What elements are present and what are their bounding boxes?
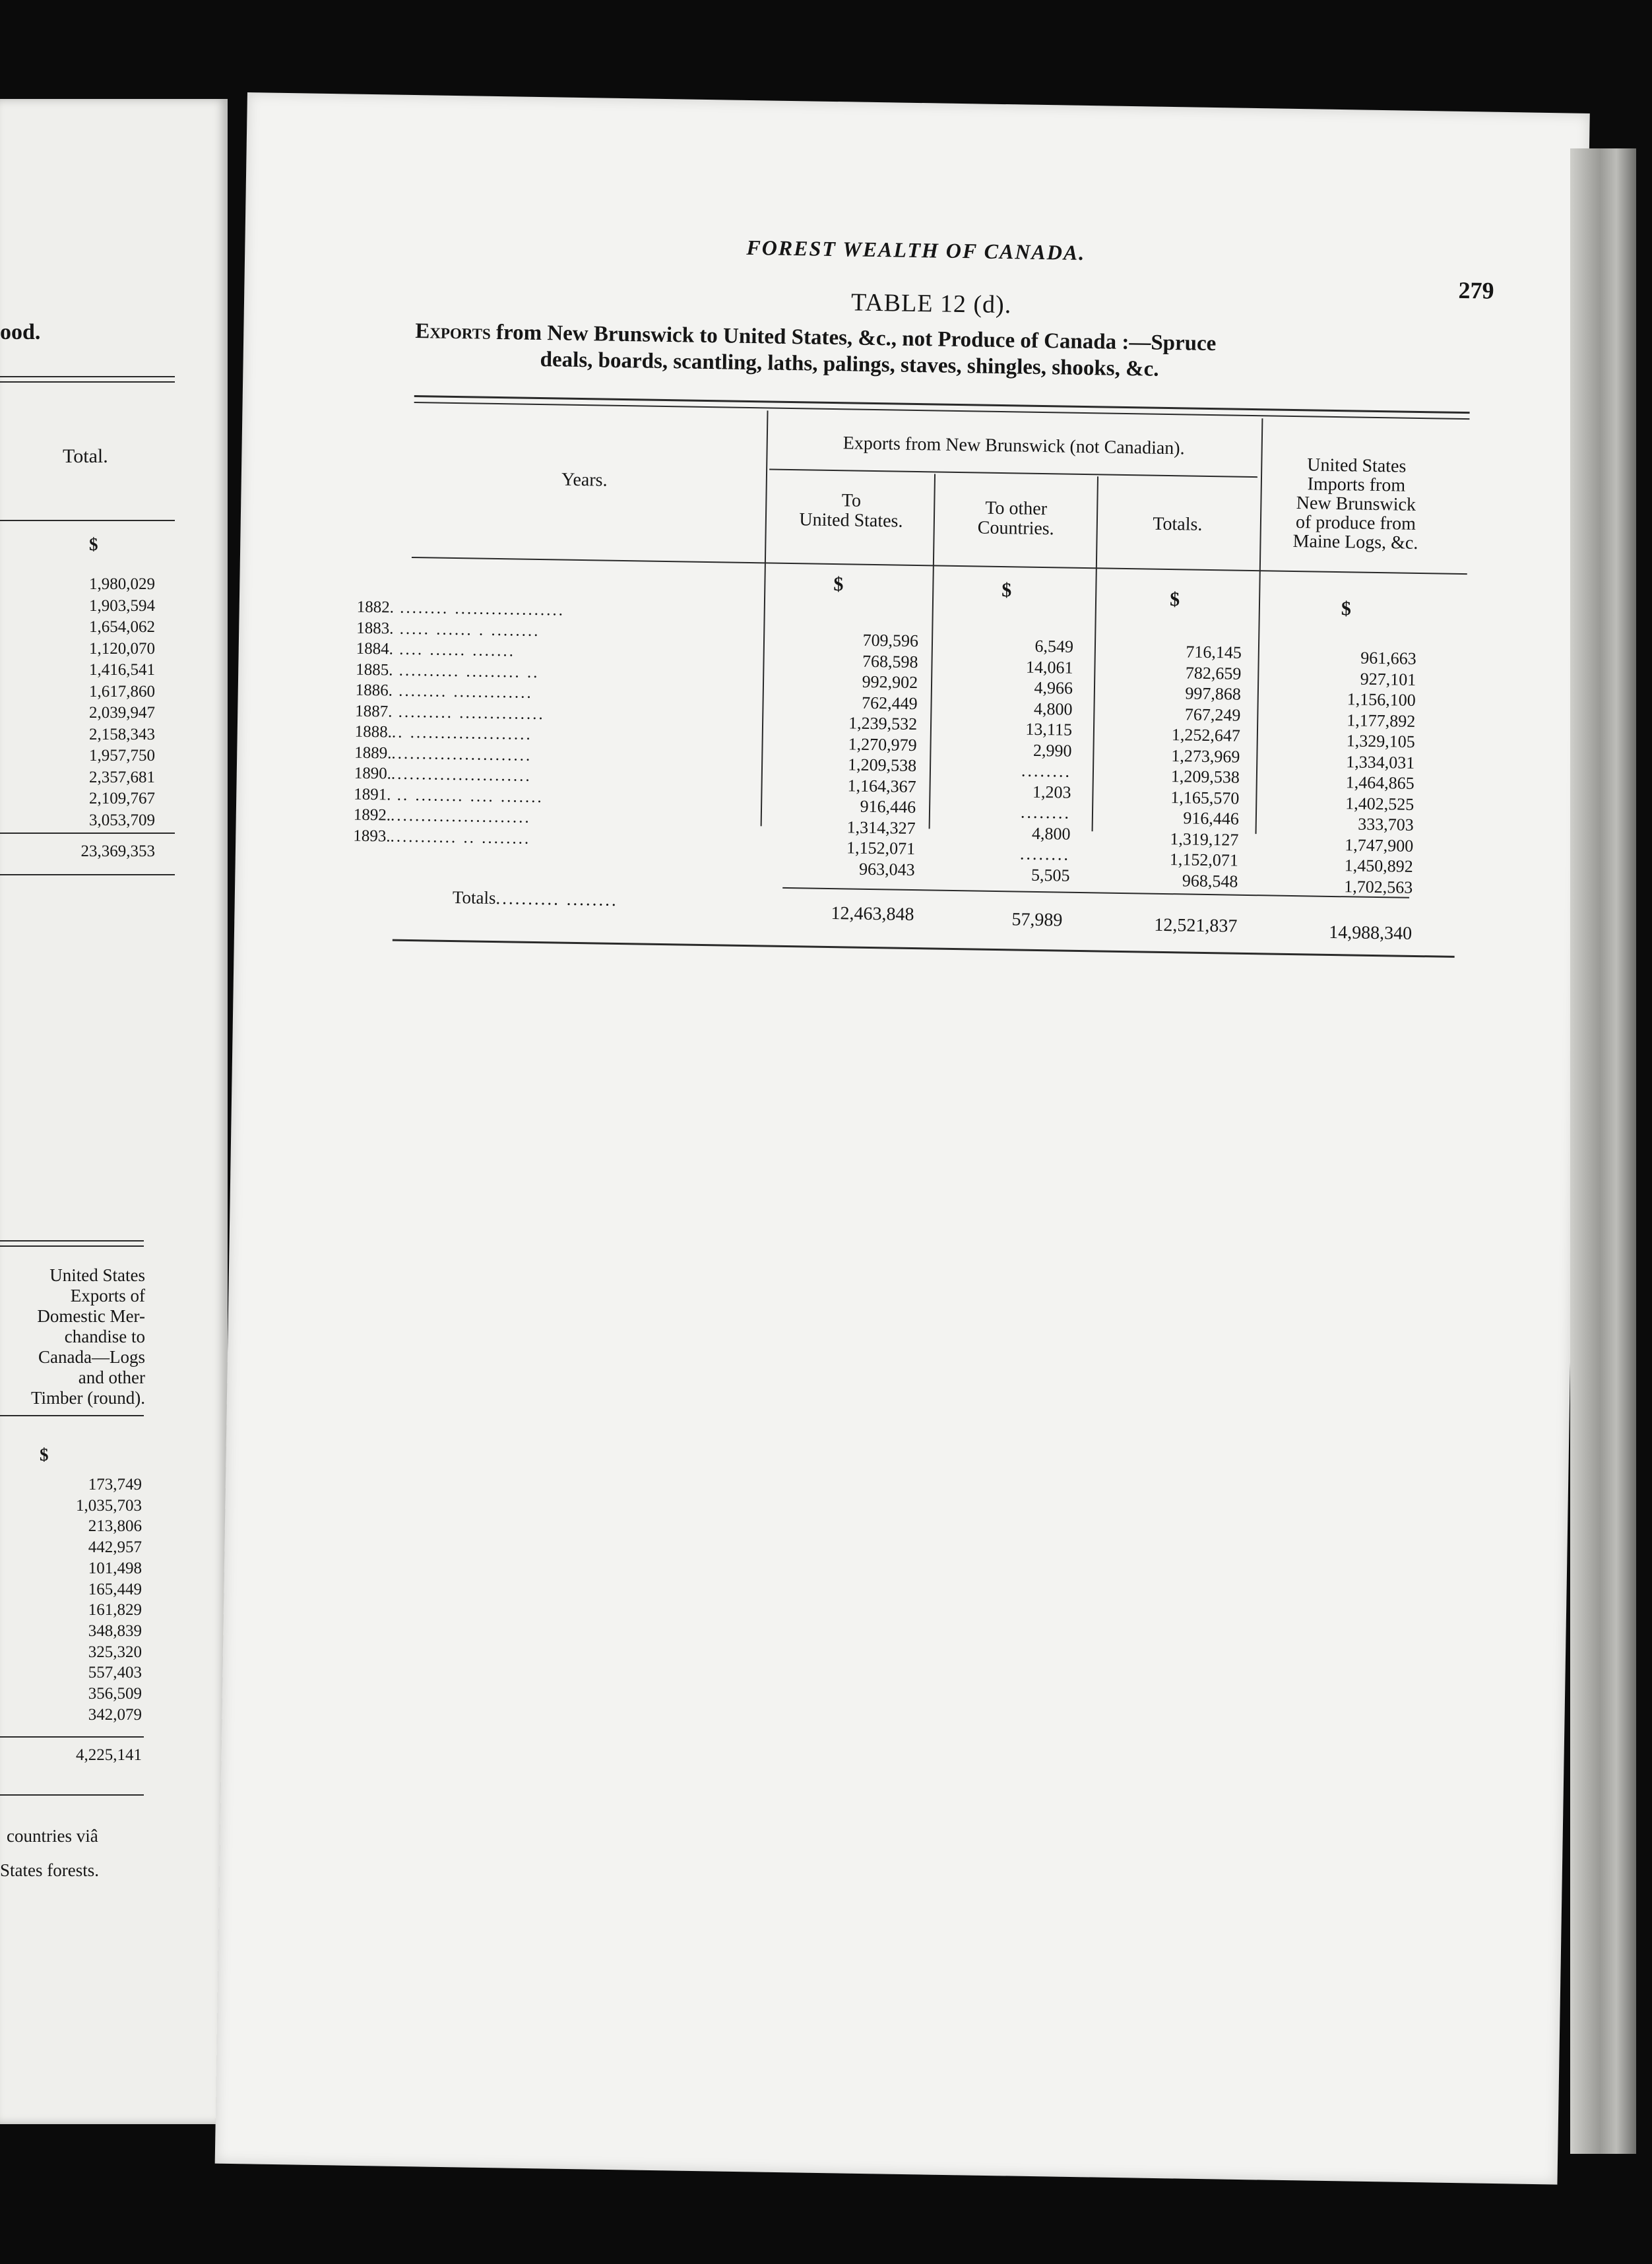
right-page [215,92,1590,2185]
us-imports-value: 1,177,892 [1347,710,1416,731]
table-title: TABLE 12 (d). [850,288,1012,319]
left-total-header: Total. [63,445,108,467]
running-header: FOREST WEALTH OF CANADA. [746,235,1086,265]
group-underline [769,468,1257,478]
left-col2-currency: $ [40,1445,49,1464]
year-row: 1888... .................... [354,722,532,743]
to-other-value: 6,549 [1034,636,1074,656]
totals-row-label: Totals.......... ........ [452,887,618,910]
col-header-us-imports [1266,455,1446,553]
totals-column [1099,640,1242,891]
caption-lead: Exports [415,319,492,344]
us-imports-value: 1,747,900 [1345,834,1414,856]
year-value: 1882 [356,598,390,617]
left-footer-line: countries viâ [7,1826,98,1846]
us-imports-value: 1,402,525 [1345,793,1414,814]
left-col2-value: 165,449 [88,1580,142,1598]
totals-label-text: Totals [452,887,496,908]
page-edge [1570,148,1636,2154]
col-header-line: Maine Logs, &c. [1292,530,1418,553]
col-header-line: Imports from [1307,474,1406,496]
totals-value: 916,446 [1183,808,1240,829]
col-header-line: Countries. [977,517,1054,540]
totals-value: 767,249 [1184,704,1241,725]
left-col2-value: 356,509 [88,1685,142,1703]
col-header-line: To [841,490,862,511]
column-divider [1255,418,1263,834]
left-col2-value: 442,957 [88,1538,142,1557]
left-col2-header-line: United States [49,1265,145,1285]
left-rule [0,874,175,875]
to-other-empty: ........ [1021,761,1072,781]
left-col2-header-line: chandise to [64,1327,145,1346]
us-imports-value: 1,156,100 [1347,689,1416,710]
year-value: 1888 [354,722,389,741]
to-other-empty: ........ [1020,802,1071,823]
header-bottom-rule [412,557,1467,575]
year-value: 1884 [356,639,389,658]
left-col2-header-line: Exports of [70,1286,145,1305]
to-us-value: 1,164,367 [847,775,916,796]
currency-us-imports: $ [1341,598,1352,620]
currency-to-us: $ [833,573,844,596]
to-us-value: 1,314,327 [846,817,916,838]
to-us-value: 709,596 [862,630,919,651]
left-col2-header-line: and other [78,1368,145,1387]
totals-row-to-us: 12,463,848 [831,903,914,926]
left-page [0,99,228,2124]
to-us-value: 762,449 [861,693,918,713]
left-col2-value: 213,806 [88,1517,142,1536]
totals-value: 1,209,538 [1170,767,1240,787]
left-total-value: 2,158,343 [89,725,155,743]
us-imports-value: 1,450,892 [1344,856,1414,876]
left-col2-sum: 4,225,141 [76,1746,142,1764]
year-row: 1883. ..... ...... . ........ [356,619,540,640]
totals-row-us-imports: 14,988,340 [1328,922,1413,944]
left-footer-line: States forests. [0,1860,99,1880]
left-rule [0,833,175,834]
us-imports-value: 1,334,031 [1346,751,1415,772]
year-row: 1887. ......... .............. [355,702,545,723]
left-col2-value: 325,320 [88,1643,142,1661]
us-imports-value: 1,702,563 [1344,876,1413,897]
left-col2-value: 342,079 [88,1705,142,1724]
to-us-value: 1,209,538 [847,755,917,776]
year-row: 1882. ........ .................. [356,598,565,619]
to-other-column [937,635,1073,886]
to-us-value: 768,598 [862,651,918,672]
year-value: 1889 [354,743,388,762]
column-divider [761,410,769,826]
to-other-value: 5,505 [1031,865,1070,885]
left-total-value: 1,654,062 [89,618,155,636]
left-col2-value: 173,749 [88,1476,142,1494]
totals-row-totals: 12,521,837 [1154,914,1238,937]
col-header-totals: Totals. [1153,513,1203,535]
left-rule [0,1736,144,1738]
us-imports-value: 1,329,105 [1346,731,1415,751]
to-other-value: 4,966 [1034,677,1073,698]
col-header-line: United States. [799,509,903,532]
col-group-header: Exports from New Brunswick (not Canadian). [842,433,1185,459]
year-row: 1884. .... ...... ....... [356,639,516,660]
left-page-title-fragment: ood. [0,320,41,344]
year-row: 1886. ........ ............. [355,681,533,702]
left-col2-value: 101,498 [88,1559,142,1577]
left-rule [0,1240,144,1242]
to-us-value: 963,043 [858,859,915,879]
totals-row-to-other: 57,989 [1011,909,1063,931]
left-total-value: 2,357,681 [89,768,155,786]
left-total-value: 1,120,070 [89,639,155,658]
year-value: 1883 [356,619,390,637]
to-us-value: 992,902 [862,672,918,693]
us-imports-value: 927,101 [1360,669,1416,689]
left-col2-header-line: Domestic Mer- [37,1306,145,1326]
left-col2-value: 1,035,703 [76,1496,142,1515]
totals-value: 1,273,969 [1171,745,1240,767]
to-other-value: 4,800 [1031,823,1071,844]
to-other-value: 2,990 [1032,740,1072,761]
us-imports-value: 1,464,865 [1345,772,1414,793]
to-other-value: 1,203 [1032,782,1071,802]
year-row: 1891. .. ........ .... ....... [354,785,544,806]
left-total-sum: 23,369,353 [80,842,155,860]
left-col2-value: 557,403 [88,1664,142,1682]
left-rule [0,1794,144,1796]
left-total-value: 1,957,750 [89,747,155,765]
caption-text: from New Brunswick to United States, &c., not Produce of Canada :—Spruce [490,320,1217,356]
year-value: 1887 [355,702,389,720]
to-us-value: 1,270,979 [848,734,917,755]
us-imports-value: 961,663 [1360,648,1416,668]
to-us-column [776,629,918,880]
left-col2-header-line: Canada—Logs [38,1347,145,1367]
left-rule [0,376,175,377]
col-header-line: of produce from [1295,512,1416,534]
totals-value: 1,319,127 [1170,829,1239,850]
to-us-value: 1,239,532 [848,713,918,734]
left-col2-value: 348,839 [88,1621,142,1640]
left-total-value: 2,039,947 [89,704,155,722]
year-value: 1885 [356,660,389,679]
left-total-value: 1,903,594 [89,596,155,615]
page-number: 279 [1458,276,1494,304]
totals-value: 1,165,570 [1170,787,1240,808]
year-row: 1889........................ [354,743,532,765]
currency-totals: $ [1169,588,1180,611]
table-caption-line-1 [415,319,1217,356]
left-total-value: 1,980,029 [89,575,155,593]
left-total-value: 2,109,767 [89,790,155,807]
left-col2-header [0,1265,145,1408]
col-header-line: To other [985,497,1048,520]
year-row: 1892........................ [353,805,531,827]
left-currency: $ [89,534,98,554]
left-rule [0,1415,144,1416]
col-header-years: Years. [561,469,608,491]
col-header-to-other [937,497,1096,540]
to-other-value: 14,061 [1025,657,1073,677]
year-row: 1893............ .. ........ [353,827,531,848]
to-other-value: 4,800 [1033,699,1073,719]
left-col2-header-line: Timber (round). [31,1388,145,1408]
totals-value: 716,145 [1186,642,1242,662]
left-col2-value: 161,829 [88,1601,142,1619]
us-imports-value: 333,703 [1358,814,1414,834]
year-row: 1885. .......... ......... .. [356,660,540,681]
col-header-line: New Brunswick [1296,493,1416,515]
year-value: 1886 [355,681,389,700]
year-value: 1890 [354,764,388,783]
years-column [353,597,565,850]
year-value: 1893 [353,827,387,845]
year-value: 1891 [354,785,387,803]
left-rule [0,1245,144,1247]
to-other-value: 13,115 [1025,719,1073,739]
left-rule [0,520,175,521]
left-total-value: 1,416,541 [89,661,155,679]
totals-value: 997,868 [1185,683,1242,704]
currency-to-other: $ [1001,579,1012,602]
table-caption-line-2: deals, boards, scantling, laths, palings, staves, shingles, shooks, &c. [540,348,1159,381]
left-rule [0,381,175,383]
to-us-value: 916,446 [860,796,916,817]
year-row: 1890........................ [354,764,532,785]
year-value: 1892 [353,805,387,825]
totals-value: 968,548 [1182,870,1238,891]
to-us-value: 1,152,071 [846,838,916,859]
col-header-to-us [769,489,934,532]
col-header-line: United States [1307,455,1407,477]
to-other-empty: ........ [1019,844,1071,864]
left-col2-values [10,1474,142,1725]
left-total-value: 3,053,709 [89,811,155,829]
us-imports-column [1264,646,1416,897]
left-total-value: 1,617,860 [89,682,155,701]
left-total-values [23,574,155,831]
totals-value: 782,659 [1185,662,1242,683]
totals-value: 1,252,647 [1171,725,1241,745]
totals-value: 1,152,071 [1169,850,1239,870]
